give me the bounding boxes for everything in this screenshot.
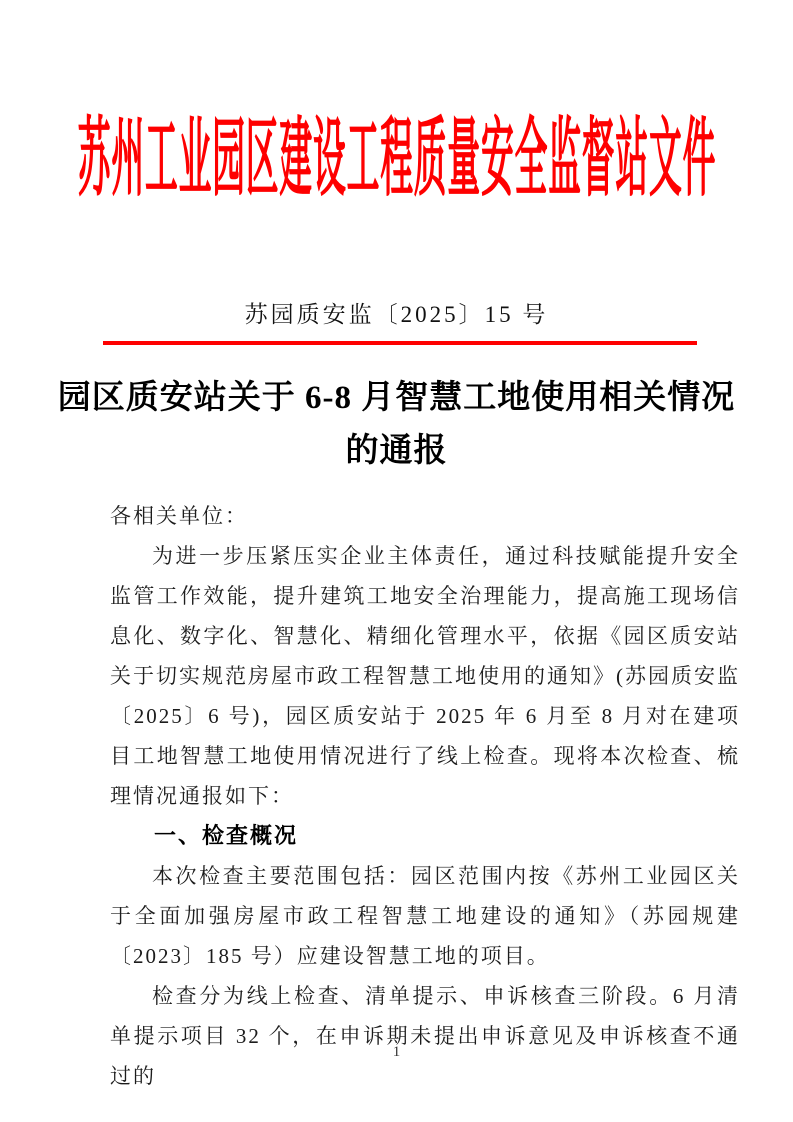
document-title-line-2: 的通报: [345, 433, 448, 469]
section-heading-1: 一、检查概况: [154, 823, 299, 848]
intro-paragraph: 为进一步压紧压实企业主体责任，通过科技赋能提升安全监管工作效能，提升建筑工地安全治理能力，提高施工现场信息化、数字化、智慧化、精细化管理水平，依据《园区质安站关于切实规范房屋市政工程智慧工地使用的通知》(苏园质安监〔2025〕6 号)，园区质安站于 2025 年 6 月至 8 月对在建项目工地智慧工地使用情况进行了线上检查。现将本次检查、梳理情况通报如下：: [110, 544, 740, 808]
document-title-line-1: 园区质安站关于 6-8 月智慧工地使用相关情况: [57, 380, 736, 416]
org-title: 苏州工业园区建设工程质量安全监督站文件: [77, 110, 716, 207]
document-body: [110, 496, 740, 1096]
doc-number: 苏园质安监〔2025〕15 号: [244, 302, 549, 327]
page-number: 1: [392, 1044, 401, 1060]
document-title: [0, 372, 793, 478]
red-header: [0, 110, 793, 207]
scope-paragraph: 本次检查主要范围包括：园区范围内按《苏州工业园区关于全面加强房屋市政工程智慧工地建设的通知》（苏园规建〔2023〕185 号）应建设智慧工地的项目。: [110, 864, 740, 968]
salutation: 各相关单位：: [110, 504, 248, 528]
stages-paragraph: 检查分为线上检查、清单提示、申诉核查三阶段。6 月清单提示项目 32 个，在申诉期未提出申诉意见及申诉核查不通过的: [110, 984, 740, 1088]
red-divider: [103, 341, 697, 345]
